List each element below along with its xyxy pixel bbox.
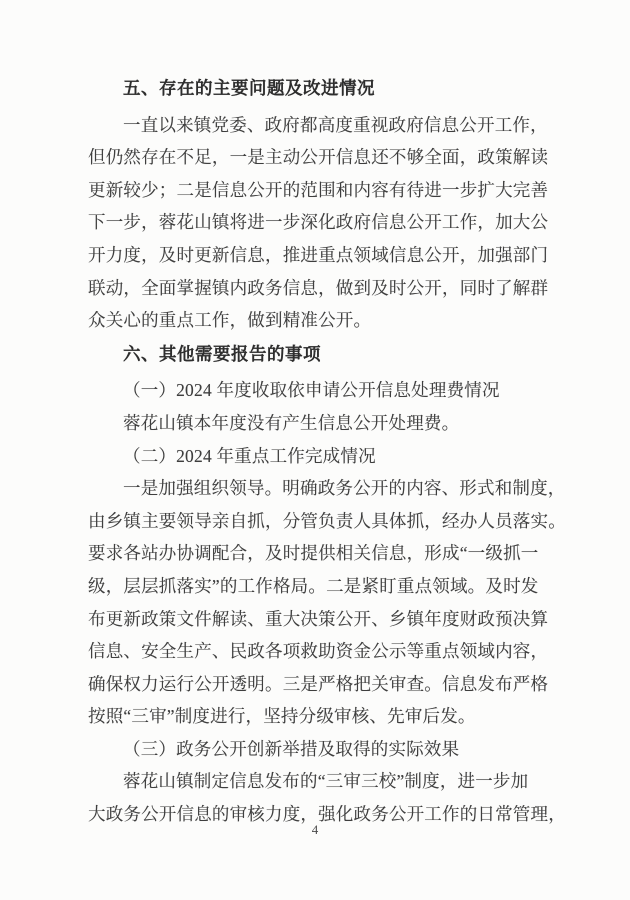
text-line: 开力度，及时更新信息，推进重点领域信息公开，加强部门 xyxy=(88,244,549,265)
section-heading: 五、存在的主要问题及改进情况 xyxy=(123,78,375,98)
document-body xyxy=(88,71,566,831)
page-number: 4 xyxy=(311,822,319,837)
section-heading: 六、其他需要报告的事项 xyxy=(123,343,321,364)
text-line: 信息、安全生产、民政各项救助资金公示等重点领域内容， xyxy=(88,641,549,662)
text-line: 一是加强组织领导。明确政务公开的内容、形式和制度， xyxy=(123,478,566,499)
text-line: 联动，全面掌握镇内政务信息，做到及时公开，同时了解群 xyxy=(88,277,549,298)
text-line: （二）2024 年重点工作完成情况 xyxy=(123,445,376,466)
text-line: 更新较少；二是信息公开的范围和内容有待进一步扩大完善 xyxy=(88,179,549,200)
text-line: 蓉花山镇制定信息发布的“三审三校”制度，进一步加 xyxy=(123,771,529,792)
text-line: 但仍然存在不足，一是主动公开信息还不够全面，政策解读 xyxy=(88,147,549,168)
text-line: （一）2024 年度收取依申请公开信息处理费情况 xyxy=(123,380,500,401)
text-line: 下一步，蓉花山镇将进一步深化政府信息公开工作，加大公 xyxy=(88,212,549,233)
text-line: （三）政务公开创新举措及取得的实际效果 xyxy=(123,738,460,759)
text-line: 级，层层抓落实”的工作格局。二是紧盯重点领域。及时发 xyxy=(88,575,539,596)
text-line: 要求各站办协调配合，及时提供相关信息，形成“一级抓一 xyxy=(88,543,539,564)
text-line: 众关心的重点工作，做到精准公开。 xyxy=(88,310,372,331)
text-line: 按照“三审”制度进行，坚持分级审核、先审后发。 xyxy=(88,706,476,727)
text-line: 一直以来镇党委、政府都高度重视政府信息公开工作， xyxy=(123,114,548,135)
text-line: 蓉花山镇本年度没有产生信息公开处理费。 xyxy=(123,412,460,433)
text-line: 布更新政策文件解读、重大决策公开、乡镇年度财政预决算 xyxy=(88,608,549,629)
text-line: 确保权力运行公开透明。三是严格把关审查。信息发布严格 xyxy=(88,673,549,694)
text-line: 由乡镇主要领导亲自抓，分管负责人具体抓，经办人员落实。 xyxy=(88,510,566,531)
text-line: 大政务公开信息的审核力度，强化政务公开工作的日常管理， xyxy=(88,804,566,825)
